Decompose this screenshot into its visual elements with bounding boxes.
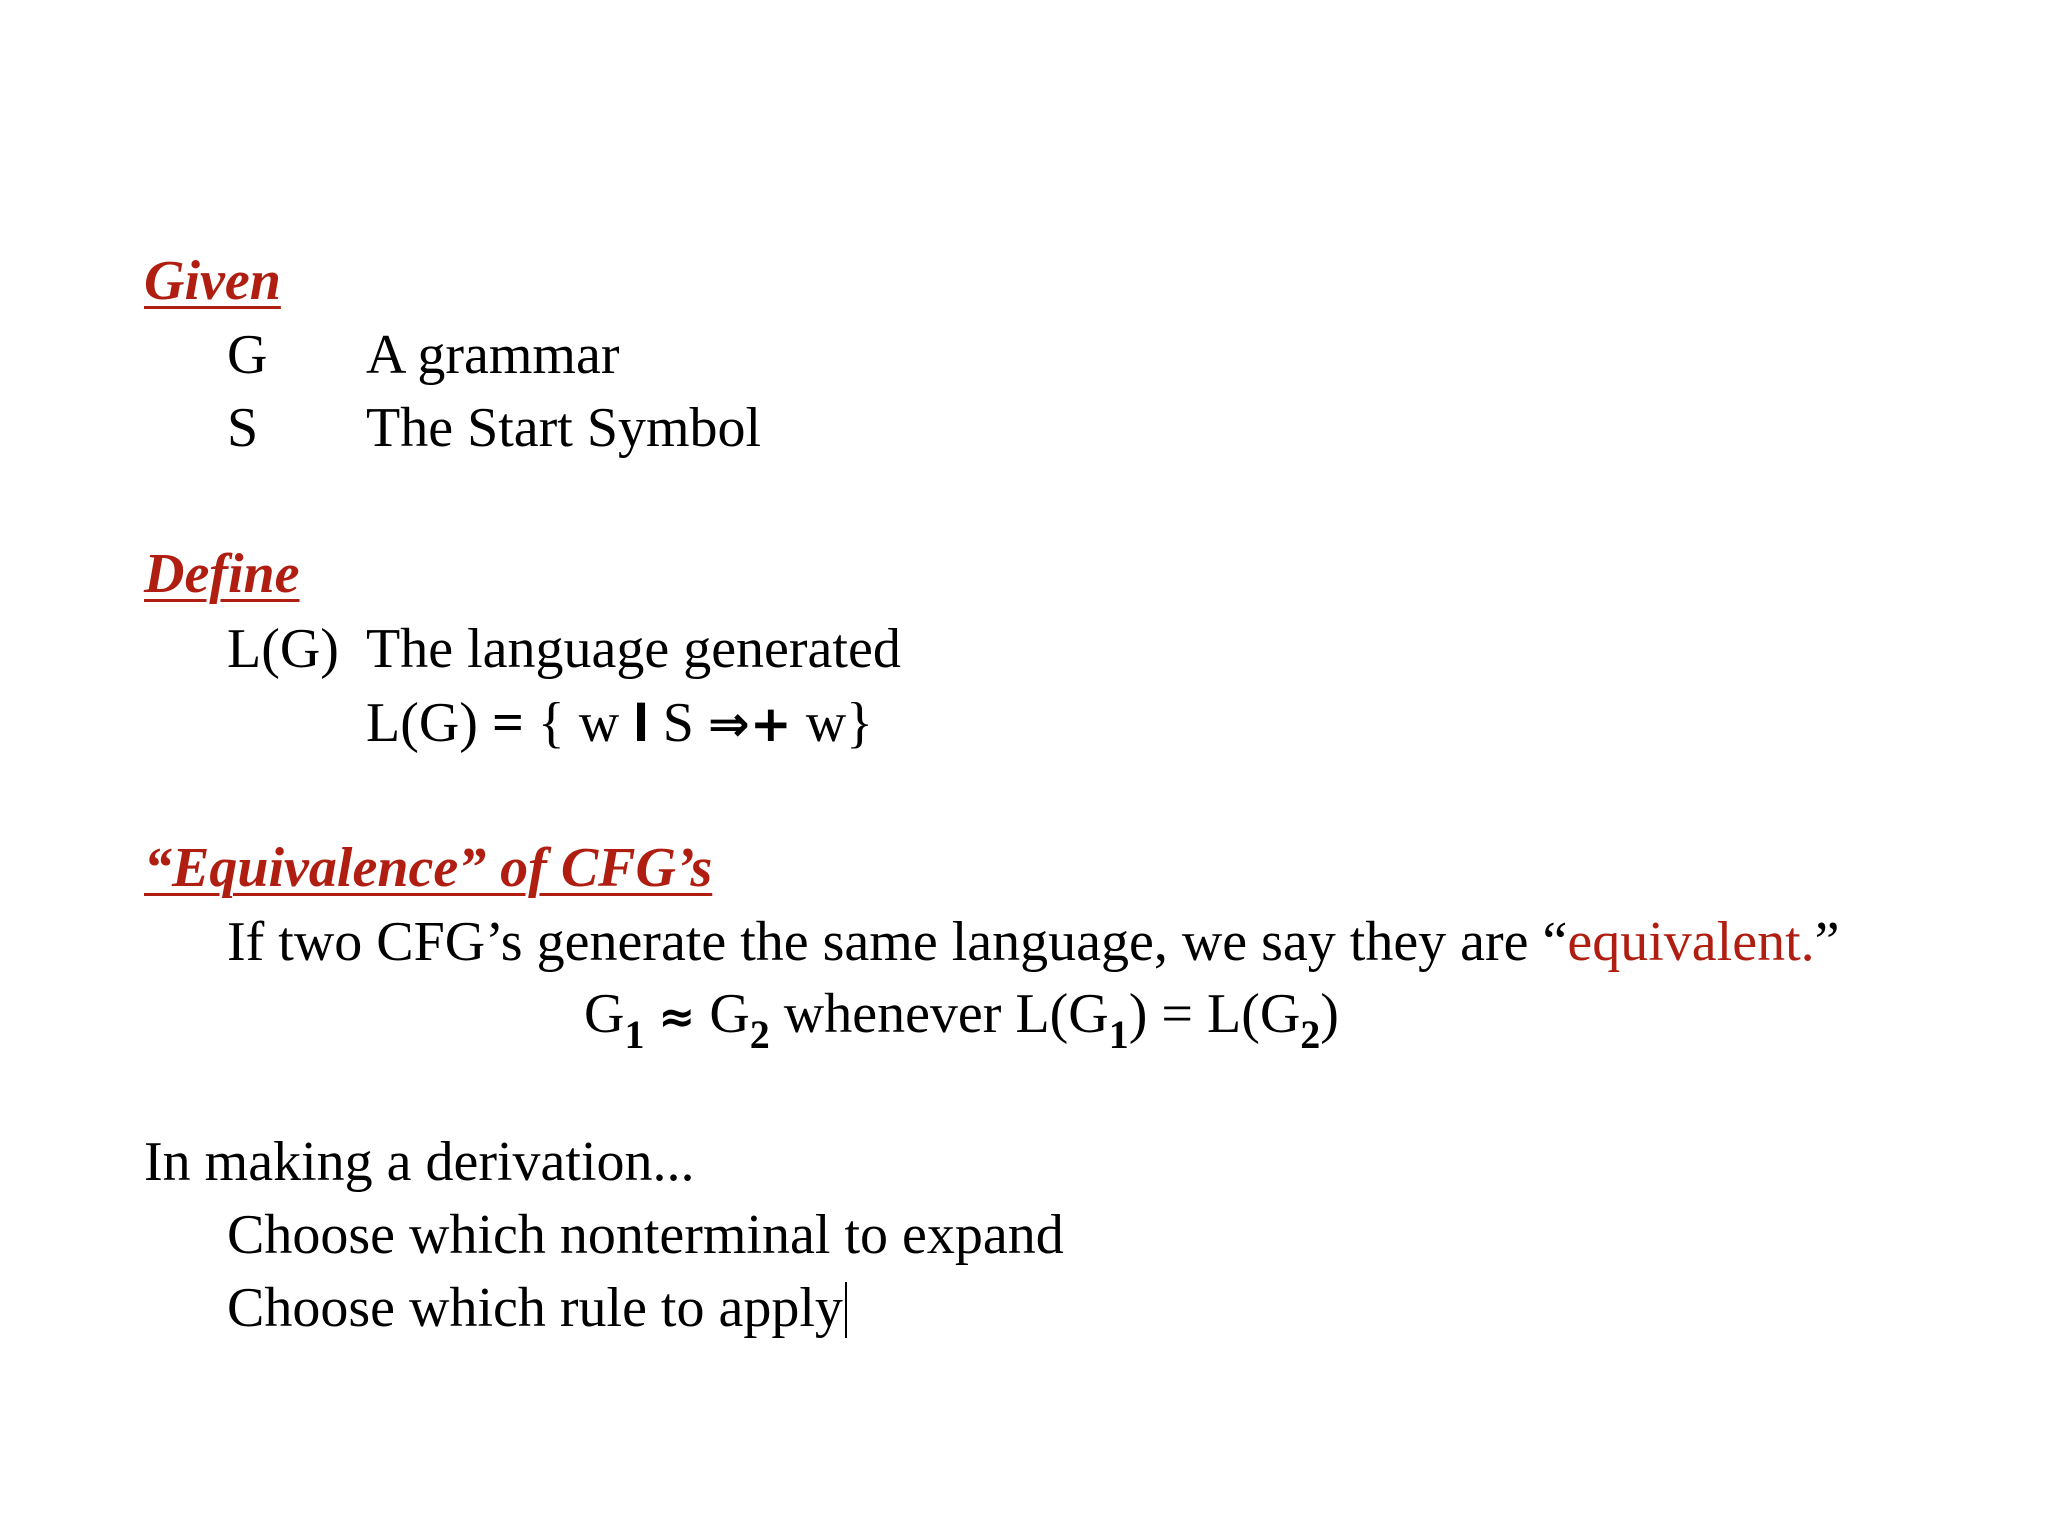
formula-equals: = [491, 692, 524, 754]
formula-g2: G [709, 983, 750, 1045]
define-symbol-lg: L(G) [227, 618, 339, 680]
formula-sub-1: 1 [624, 1012, 645, 1057]
given-symbol-s: S [227, 397, 259, 459]
given-text-start-symbol: The Start Symbol [366, 397, 762, 459]
derivation-item-rule [227, 1277, 847, 1339]
formula-lg2-open: L(G [1206, 983, 1301, 1045]
heading-equivalence: “Equivalence” of CFG’s [144, 837, 713, 899]
formula-g1: G [584, 983, 625, 1045]
formula-lg1-sub: 1 [1108, 1012, 1129, 1057]
derivation-item-rule-text: Choose which rule to apply [227, 1277, 843, 1339]
given-text-grammar: A grammar [366, 324, 620, 386]
formula-sub-2: 2 [749, 1012, 770, 1057]
formula-bar: I [633, 690, 649, 753]
formula-lg2-close: ) [1320, 983, 1339, 1045]
text-cursor [845, 1282, 847, 1338]
equivalent-highlight: equivalent. [1567, 911, 1815, 973]
formula-lhs: L(G) [366, 692, 478, 754]
derivation-intro: In making a derivation... [144, 1131, 695, 1193]
formula-set-close: w} [805, 692, 874, 754]
equivalence-sentence [227, 911, 1840, 973]
formula-approx: ≈ [658, 992, 696, 1043]
formula-lg2-sub: 2 [1300, 1012, 1321, 1057]
formula-derives-arrow: ⇒+ [707, 695, 792, 753]
define-text-language: The language generated [366, 618, 901, 680]
formula-lg1-open: L(G [1015, 983, 1109, 1045]
equivalence-formula [584, 983, 1339, 1057]
heading-given: Given [144, 250, 281, 312]
formula-s: S [662, 692, 694, 754]
formula-lg1-close: ) [1128, 983, 1148, 1045]
formula-set-open: { w [537, 692, 620, 754]
heading-define: Define [144, 543, 300, 605]
language-formula [366, 690, 874, 754]
equivalence-close-quote: ” [1814, 911, 1840, 973]
formula-whenever: whenever [783, 983, 1002, 1045]
formula-equals-2: = [1161, 983, 1193, 1045]
equivalence-sentence-text: If two CFG’s generate the same language, we say they are “ [227, 911, 1568, 973]
given-symbol-g: G [227, 324, 268, 386]
derivation-item-nonterminal: Choose which nonterminal to expand [227, 1204, 1064, 1266]
